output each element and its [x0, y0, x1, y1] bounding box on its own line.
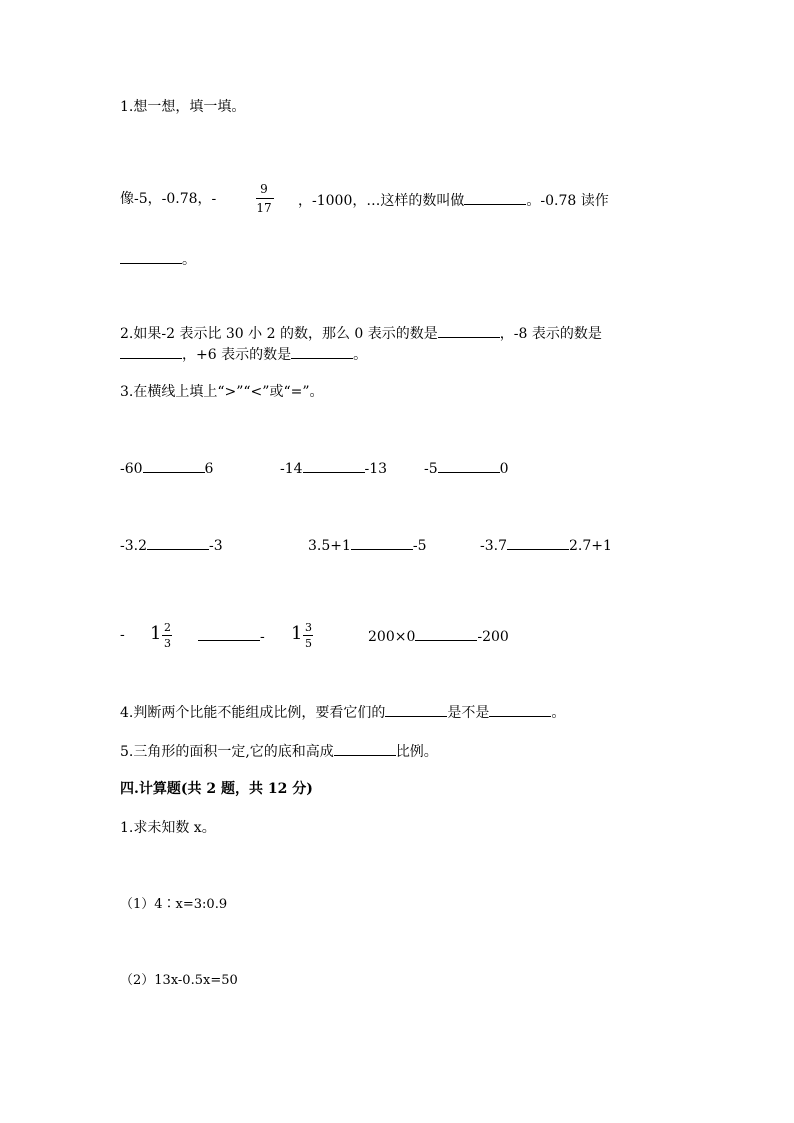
mixed-number-bar	[162, 635, 172, 636]
answer-blank[interactable]	[334, 743, 396, 756]
answer-blank[interactable]	[489, 704, 551, 717]
compare-left: 3.5+1	[308, 538, 351, 554]
mixed-number-whole: 1	[150, 623, 162, 644]
q1-text-a: 像-5，-0.78，-	[120, 191, 217, 207]
q2-line2	[120, 346, 367, 362]
answer-blank[interactable]	[143, 460, 205, 473]
q2-text-a: 2.如果-2 表示比 30 小 2 的数，那么 0 表示的数是	[120, 326, 438, 342]
section-4-title: 四.计算题(共 2 题，共 12 分)	[120, 781, 313, 797]
compare-item	[198, 628, 265, 644]
compare-item	[308, 537, 427, 553]
q1-line2-end: 。	[182, 252, 196, 268]
compare-right: -13	[364, 461, 388, 477]
answer-blank[interactable]	[438, 460, 500, 473]
compare-left: -14	[280, 461, 303, 477]
answer-blank[interactable]	[507, 537, 569, 550]
q2-text-b: ，-8 表示的数是	[499, 326, 602, 342]
compare-item	[480, 537, 612, 553]
compare-item	[424, 460, 509, 476]
answer-blank[interactable]	[303, 460, 365, 473]
q1-text-b	[298, 192, 609, 208]
q1-text-b-label: ，-1000，…这样的数叫做	[298, 193, 465, 209]
fraction-numerator: 9	[260, 182, 268, 196]
answer-blank[interactable]	[464, 192, 526, 205]
compare-item	[120, 537, 223, 553]
fraction-bar	[256, 198, 274, 199]
compare-left: -5	[424, 461, 438, 477]
equation-1: （1）4∶x=3:0.9	[120, 897, 228, 912]
question-5	[120, 743, 438, 759]
answer-blank[interactable]	[351, 537, 413, 550]
question-3-title: 3.在横线上填上“>”“<”或“=”。	[120, 384, 324, 400]
minus-sign: -	[260, 629, 265, 645]
answer-blank[interactable]	[198, 628, 260, 641]
equation-2: （2）13x-0.5x=50	[120, 973, 238, 988]
mixed-number-whole: 1	[291, 623, 303, 644]
question-1-title: 1.想一想，填一填。	[120, 99, 246, 115]
q2-line1	[120, 325, 602, 341]
compare-item	[120, 460, 213, 476]
mixed-number-numerator: 3	[305, 621, 312, 634]
q5-text-a: 5.三角形的面积一定,它的底和高成	[120, 744, 334, 760]
compare-right: -200	[477, 629, 509, 645]
compare-left: -3.2	[120, 538, 147, 554]
q2-text-c: ，+6 表示的数是	[182, 347, 292, 363]
section-4-question-1-title: 1.求未知数 x。	[120, 820, 216, 836]
compare-right: 0	[499, 461, 509, 477]
compare-left: -60	[120, 461, 143, 477]
q1-text-c-label: 。-0.78 读作	[526, 193, 609, 209]
mixed-number-denominator: 5	[305, 637, 312, 650]
mixed-number-bar	[303, 635, 313, 636]
compare-right: 2.7+1	[569, 538, 612, 554]
compare-right: 6	[204, 461, 214, 477]
answer-blank[interactable]	[438, 325, 500, 338]
mixed-number-denominator: 3	[164, 637, 171, 650]
mixed-number-numerator: 2	[164, 621, 171, 634]
minus-sign: -	[120, 627, 125, 643]
question-4	[120, 704, 565, 720]
q1-line2	[120, 251, 196, 267]
compare-right: -3	[209, 538, 223, 554]
q4-text-c: 。	[551, 705, 566, 721]
compare-left: -3.7	[480, 538, 507, 554]
compare-item	[368, 628, 509, 644]
answer-blank[interactable]	[415, 628, 477, 641]
q2-text-d: 。	[353, 347, 368, 363]
fraction-denominator: 17	[256, 201, 272, 215]
compare-right: -5	[412, 538, 427, 554]
answer-blank[interactable]	[120, 251, 182, 264]
answer-blank[interactable]	[147, 537, 209, 550]
compare-left: 200×0	[368, 629, 416, 645]
answer-blank[interactable]	[291, 346, 353, 359]
answer-blank[interactable]	[120, 346, 182, 359]
q4-text-b: 是不是	[447, 705, 490, 721]
compare-item	[280, 460, 387, 476]
q4-text-a: 4.判断两个比能不能组成比例，要看它们的	[120, 705, 386, 721]
q5-text-b: 比例。	[395, 744, 438, 760]
answer-blank[interactable]	[385, 704, 447, 717]
